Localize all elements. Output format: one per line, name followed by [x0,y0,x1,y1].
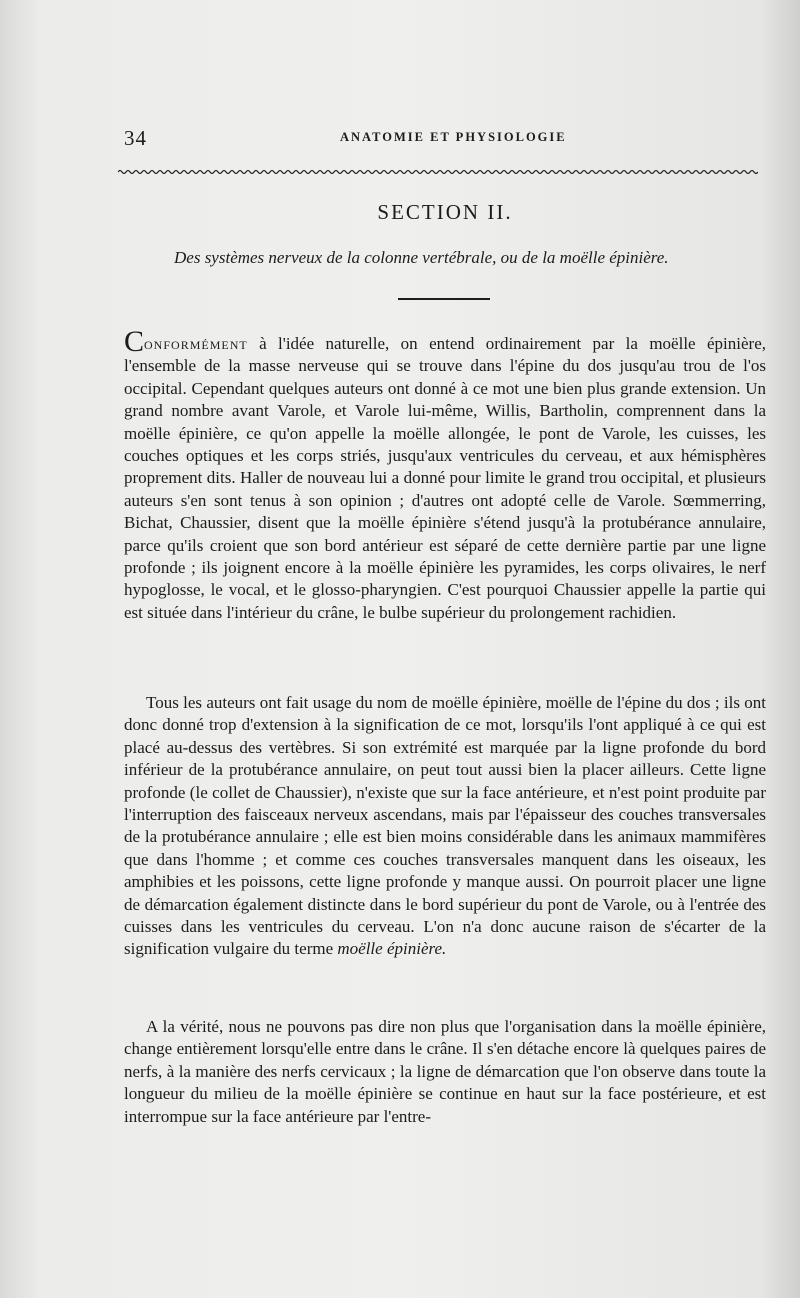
drop-capital: C [124,325,145,358]
paragraph-3 [124,1016,766,1128]
small-caps-word: onformément [144,334,248,353]
running-header [124,126,764,150]
page-number: 34 [124,126,147,150]
paragraph-2-text: Tous les auteurs ont fait usage du nom de moëlle épinière, moëlle de l'épine du dos ; ils ont donc donné trop d'extension à la signification de ce mot, lorsqu'ils l'ont appliqué à ce qui est placé au-dessus des vertèbres. Si son extrémité est marquée par la ligne profonde du bord inférieur de la protubérance annulaire, on peut tout aussi bien la placer ailleurs. Cette ligne profonde (le collet de Chaussier), n'existe que sur la face antérieure, et n'est point produite par l'interruption des faisceaux nerveux ascendans, mais par l'épaisseur des couches transversales de la protubérance annulaire ; elle est bien moins considérable dans les animaux mammifères que dans l'homme ; et comme ces couches transversales manquent dans les oiseaux, les amphibies et les poissons, cette ligne profonde y manque aussi. On pourroit placer une ligne de démarcation également distincte dans le bord supérieur du pont de Varole, ou à l'entrée des cuisses dans les ventricules du cerveau. L'on n'a donc aucune raison de s'écarter de la signification vulgaire du terme [124,693,766,959]
paragraph-1-text: à l'idée naturelle, on entend ordinairement par la moëlle épinière, l'ensemble de la masse nerveuse qui se trouve dans l'épine du dos jusqu'au trou de l'os occipital. Cependant quelques auteurs ont donné à ce mot une bien plus grande extension. Un grand nombre avant Varole, et Varole lui-même, Willis, Bartholin, comprennent dans la moëlle épinière, ce qu'on appelle la moëlle allongée, le pont de Varole, les cuisses, les couches optiques et les corps striés, jusqu'aux ventricules du cerveau, et aux hémisphères proprement dits. Haller de nouveau lui a donné pour limite le grand trou occipital, et plusieurs auteurs s'en sont tenus à son opinion ; d'autres ont adopté celle de Varole. Sœmmerring, Bichat, Chaussier, disent que la moëlle épinière s'étend jusqu'à la protubérance annulaire, parce qu'ils croient que son bord antérieur est séparé de cette dernière partie par une ligne profonde ; ils joignent encore à la moëlle épinière les pyramides, les corps olivaires, le nerf hypoglosse, le vocal, et le glosso-pharyngien. C'est pourquoi Chaussier appelle la partie qui est située dans l'intérieur du crâne, le bulbe supérieur du prolongement rachidien. [124,334,766,622]
section-divider [398,298,490,300]
ornamental-wavy-rule [118,168,758,176]
paragraph-3-text: A la vérité, nous ne pouvons pas dire non plus que l'organisation dans la moëlle épinière, change entièrement lorsqu'elle entre dans le crâne. Il s'en détache encore là quelques paires de nerfs, à la manière des nerfs cervicaux ; la ligne de démarcation que l'on observe dans toute la longueur du milieu de la moëlle épinière se continue en haut sur la face postérieure, et est interrompue sur la face antérieure par l'entre- [124,1017,766,1126]
section-title: SECTION II. [377,200,513,224]
paragraph-2-italic-term: moëlle épinière. [337,939,447,959]
paragraph-2 [124,692,766,961]
running-title: ANATOMIE ET PHYSIOLOGIE [340,130,567,144]
paragraph-1 [124,325,766,624]
section-subtitle: Des systèmes nerveux de la colonne vertébrale, ou de la moëlle épinière. [174,248,669,267]
